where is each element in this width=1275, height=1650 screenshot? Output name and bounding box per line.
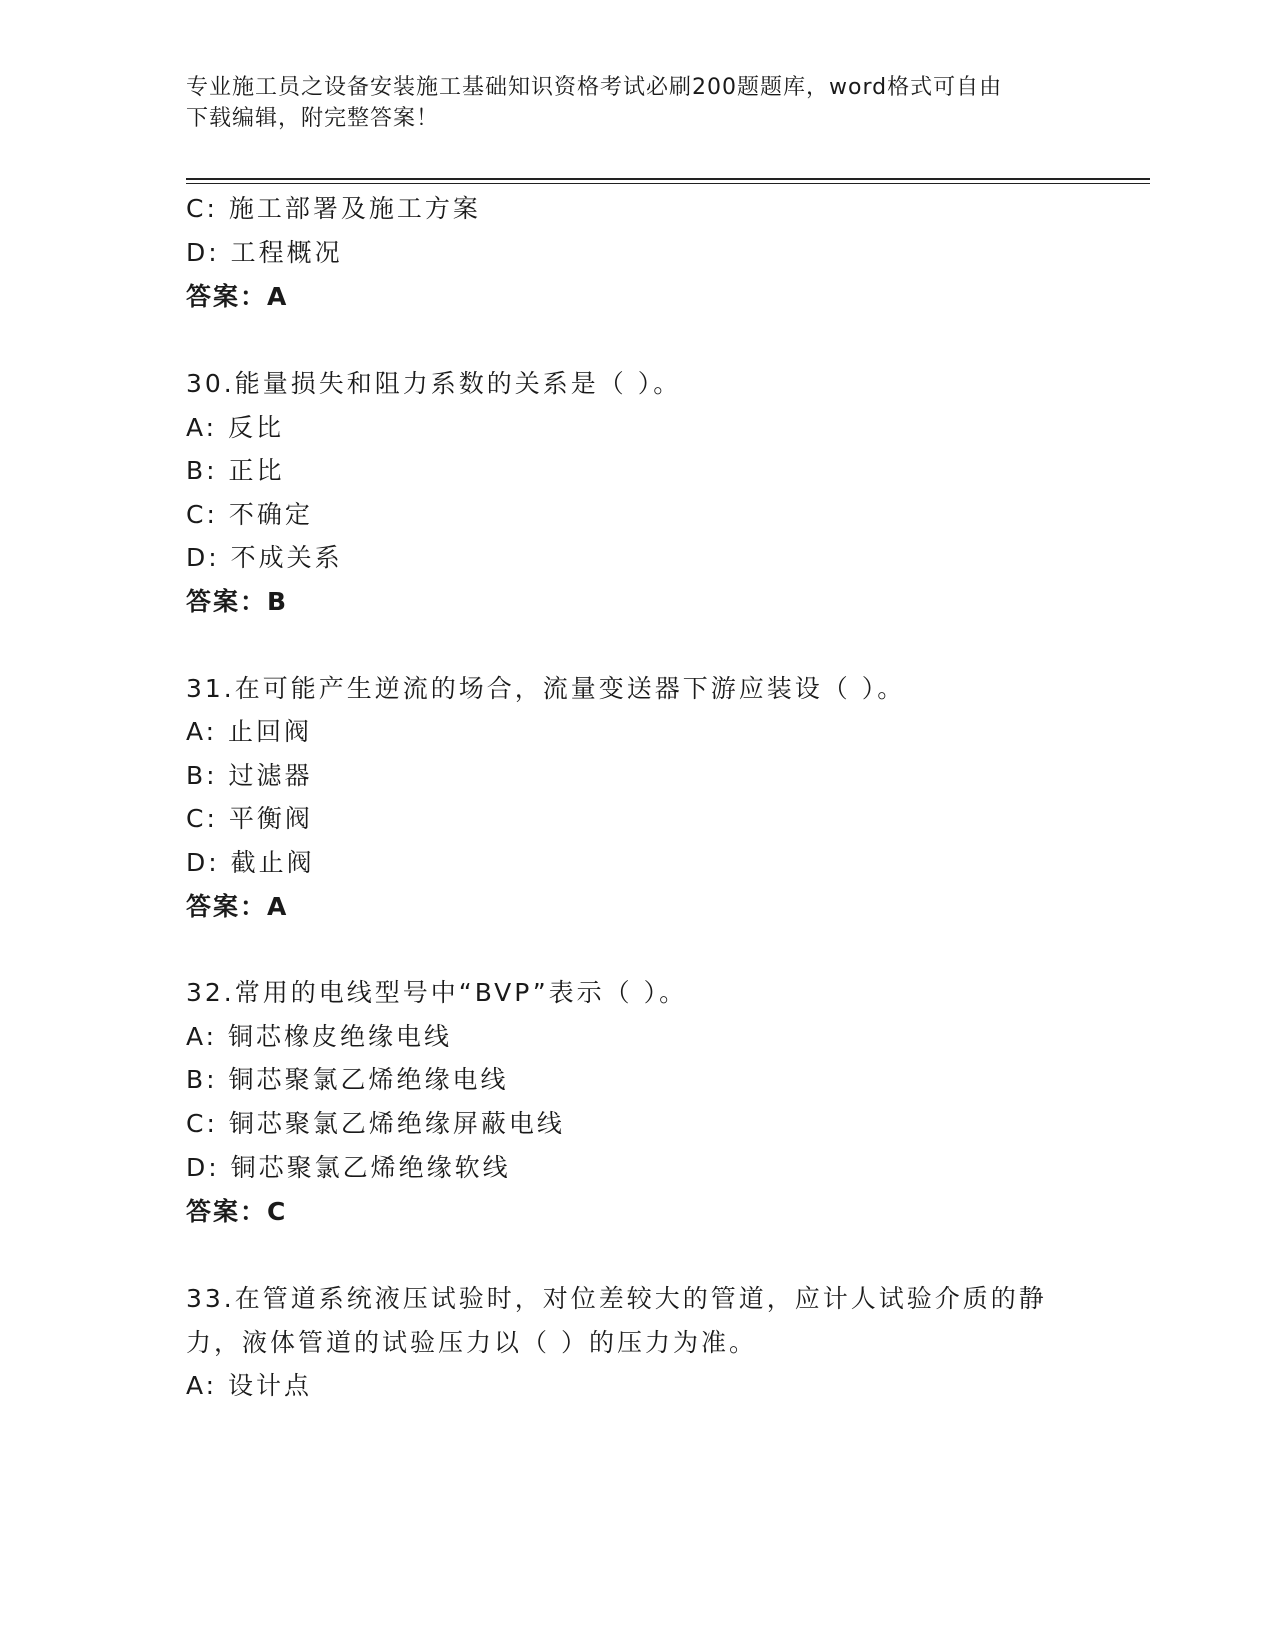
document-header bbox=[186, 72, 1086, 134]
q31-option-d: D: 截止阀 bbox=[186, 848, 315, 877]
q31-answer: 答案：A bbox=[186, 892, 289, 921]
q33-option-a: A: 设计点 bbox=[186, 1371, 313, 1400]
q30-answer: 答案：B bbox=[186, 587, 289, 616]
q32-option-a: A: 铜芯橡皮绝缘电线 bbox=[186, 1022, 453, 1051]
q30-option-b: B: 正比 bbox=[186, 456, 285, 485]
q33-question-line-1: 33.在管道系统液压试验时，对位差较大的管道，应计人试验介质的静 bbox=[186, 1284, 1047, 1313]
q31-option-a: A: 止回阀 bbox=[186, 717, 313, 746]
header-line-1: 专业施工员之设备安装施工基础知识资格考试必刷200题题库，word格式可自由 bbox=[186, 75, 1003, 100]
prev-option-d: D: 工程概况 bbox=[186, 238, 343, 267]
q32-question: 32.常用的电线型号中“BVP”表示（ ）。 bbox=[186, 978, 688, 1007]
q32-option-b: B: 铜芯聚氯乙烯绝缘电线 bbox=[186, 1065, 509, 1094]
q31-option-b: B: 过滤器 bbox=[186, 761, 313, 790]
q32-option-c: C: 铜芯聚氯乙烯绝缘屏蔽电线 bbox=[186, 1109, 565, 1138]
q32-answer: 答案：C bbox=[186, 1197, 288, 1226]
prev-answer: 答案：A bbox=[186, 282, 289, 311]
q31-question: 31.在可能产生逆流的场合，流量变送器下游应装设（ ）。 bbox=[186, 674, 906, 703]
q30-question: 30.能量损失和阻力系数的关系是（ ）。 bbox=[186, 369, 682, 398]
q31-option-c: C: 平衡阀 bbox=[186, 804, 313, 833]
header-line-2: 下载编辑，附完整答案！ bbox=[186, 106, 440, 131]
prev-option-c: C: 施工部署及施工方案 bbox=[186, 194, 481, 223]
q30-option-d: D: 不成关系 bbox=[186, 543, 343, 572]
header-divider-thin bbox=[186, 183, 1150, 184]
header-divider-thick bbox=[186, 178, 1150, 180]
q30-option-a: A: 反比 bbox=[186, 413, 285, 442]
q32-option-d: D: 铜芯聚氯乙烯绝缘软线 bbox=[186, 1153, 511, 1182]
q30-option-c: C: 不确定 bbox=[186, 500, 313, 529]
q33-question-line-2: 力，液体管道的试验压力以（ ）的压力为准。 bbox=[186, 1328, 757, 1357]
